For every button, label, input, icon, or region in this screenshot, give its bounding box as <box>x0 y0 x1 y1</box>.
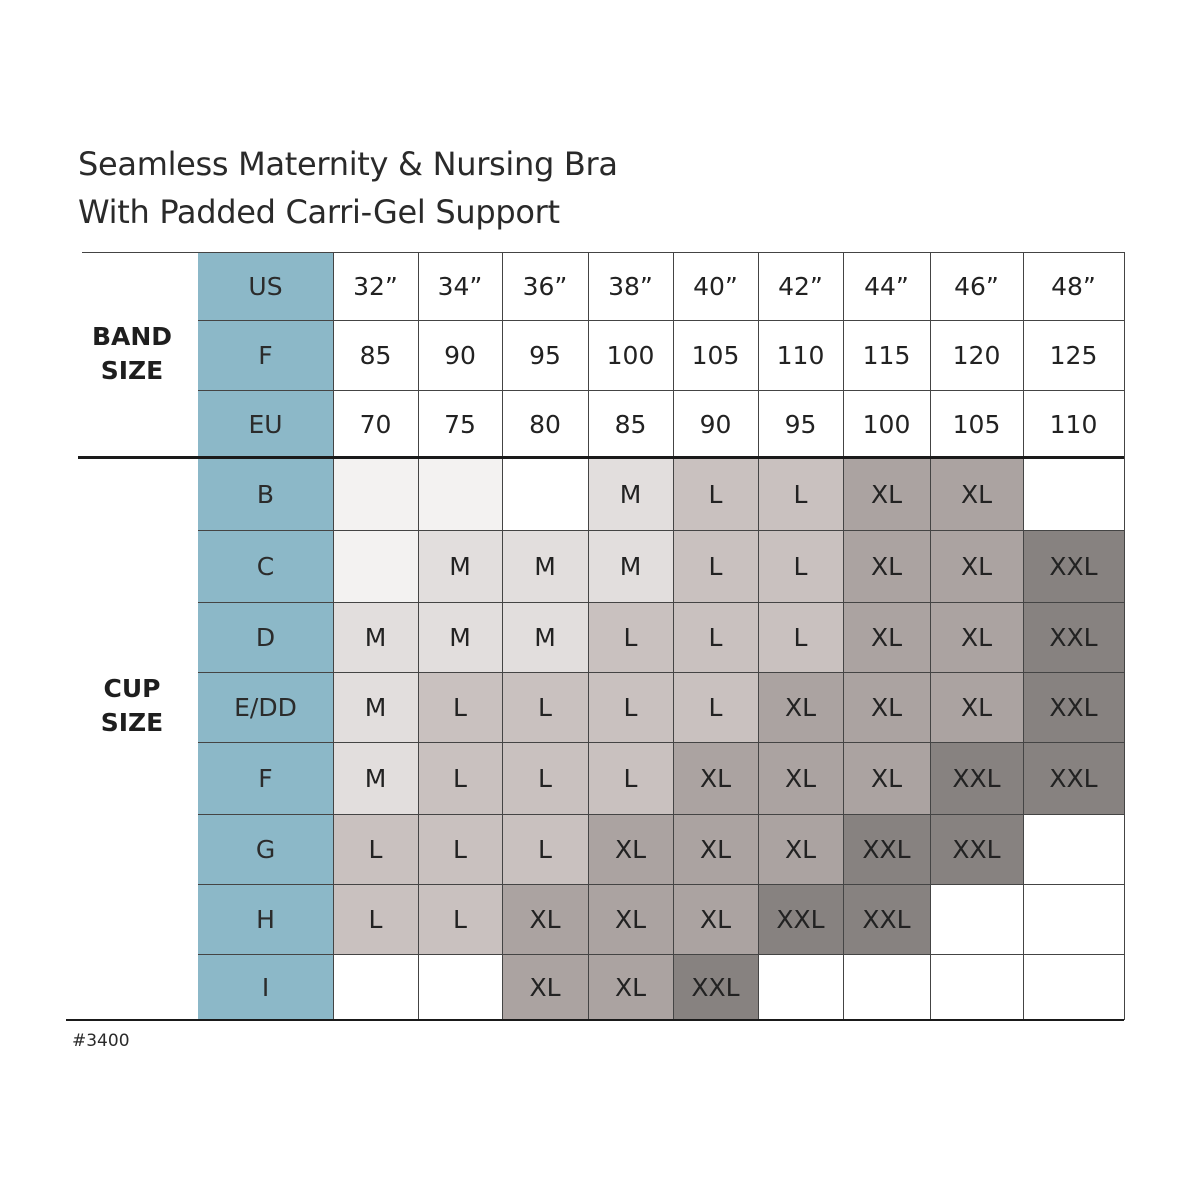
fit-size-cell: L <box>673 602 758 672</box>
fit-size-cell: L <box>502 672 588 742</box>
fit-size-cell: XL <box>930 602 1023 672</box>
band-size-cell: 46” <box>930 252 1023 320</box>
band-row-label-f: F <box>198 320 333 390</box>
fit-size-cell: XL <box>843 672 930 742</box>
grid-column-line <box>418 252 419 1020</box>
fit-size-cell: L <box>758 602 843 672</box>
cup-row-label-b: B <box>198 458 333 530</box>
grid-row-line <box>198 390 1124 391</box>
cup-row-label-g: G <box>198 814 333 884</box>
fit-size-cell: XXL <box>1023 602 1124 672</box>
band-size-cell: 110 <box>1023 390 1124 458</box>
empty-size-cell <box>930 884 1023 954</box>
band-size-cell: 110 <box>758 320 843 390</box>
fit-size-cell: M <box>588 530 673 602</box>
empty-size-cell <box>1023 458 1124 530</box>
grid-column-line <box>1124 252 1125 1020</box>
cup-size-label-line-2: SIZE <box>100 708 164 737</box>
title-line-1: Seamless Maternity & Nursing Bra <box>78 145 618 183</box>
band-size-cell: 75 <box>418 390 502 458</box>
cup-size-label-line-1: CUP <box>103 674 161 703</box>
fit-size-cell: XXL <box>843 814 930 884</box>
fit-size-cell: L <box>673 458 758 530</box>
fit-size-cell: XL <box>843 602 930 672</box>
band-size-cell: 85 <box>333 320 418 390</box>
fit-size-cell: XXL <box>843 884 930 954</box>
fit-size-cell: L <box>502 814 588 884</box>
band-size-cell: 44” <box>843 252 930 320</box>
grid-row-line <box>198 320 1124 321</box>
fit-size-cell: XL <box>502 884 588 954</box>
grid-column-line <box>673 252 674 1020</box>
fit-size-cell: M <box>418 530 502 602</box>
fit-size-cell: XL <box>502 954 588 1020</box>
grid-column-line <box>333 252 334 1020</box>
cup-row-label-c: C <box>198 530 333 602</box>
empty-size-cell <box>333 458 418 530</box>
grid-row-line <box>198 814 1124 815</box>
fit-size-cell: XL <box>843 742 930 814</box>
fit-size-cell: XL <box>843 530 930 602</box>
band-size-cell: 125 <box>1023 320 1124 390</box>
empty-size-cell <box>758 954 843 1020</box>
fit-size-cell: XL <box>758 742 843 814</box>
band-size-cell: 100 <box>843 390 930 458</box>
band-size-cell: 32” <box>333 252 418 320</box>
empty-size-cell <box>843 954 930 1020</box>
fit-size-cell: L <box>502 742 588 814</box>
band-size-cell: 38” <box>588 252 673 320</box>
empty-size-cell <box>418 954 502 1020</box>
empty-size-cell <box>930 954 1023 1020</box>
fit-size-cell: M <box>333 672 418 742</box>
grid-row-line <box>198 954 1124 955</box>
fit-size-cell: XL <box>588 884 673 954</box>
fit-size-cell: M <box>333 602 418 672</box>
grid-column-line <box>502 252 503 1020</box>
fit-size-cell: XXL <box>1023 530 1124 602</box>
fit-size-cell: XL <box>930 530 1023 602</box>
band-size-cell: 36” <box>502 252 588 320</box>
fit-size-cell: M <box>418 602 502 672</box>
fit-size-cell: M <box>502 602 588 672</box>
empty-size-cell <box>333 954 418 1020</box>
band-size-cell: 90 <box>673 390 758 458</box>
cup-row-label-e-dd: E/DD <box>198 672 333 742</box>
cup-row-label-d: D <box>198 602 333 672</box>
band-size-cell: 120 <box>930 320 1023 390</box>
fit-size-cell: L <box>333 814 418 884</box>
band-size-cell: 115 <box>843 320 930 390</box>
top-rule <box>82 252 198 253</box>
grid-row-line <box>198 884 1124 885</box>
fit-size-cell: XXL <box>930 742 1023 814</box>
fit-size-cell: L <box>588 602 673 672</box>
band-row-label-us: US <box>198 252 333 320</box>
band-size-cell: 95 <box>758 390 843 458</box>
fit-size-cell: L <box>758 530 843 602</box>
band-size-cell: 100 <box>588 320 673 390</box>
empty-size-cell <box>333 530 418 602</box>
grid-row-line <box>198 530 1124 531</box>
fit-size-cell: L <box>333 884 418 954</box>
fit-size-cell: M <box>333 742 418 814</box>
fit-size-cell: L <box>673 530 758 602</box>
fit-size-cell: L <box>418 672 502 742</box>
grid-column-line <box>758 252 759 1020</box>
fit-size-cell: XL <box>758 814 843 884</box>
grid-row-line <box>198 252 1124 253</box>
fit-size-cell: XXL <box>930 814 1023 884</box>
fit-size-cell: XL <box>930 458 1023 530</box>
band-size-cell: 105 <box>673 320 758 390</box>
fit-size-cell: XXL <box>1023 742 1124 814</box>
fit-size-cell: XL <box>588 954 673 1020</box>
cup-row-label-i: I <box>198 954 333 1020</box>
band-size-cell: 80 <box>502 390 588 458</box>
band-size-cell: 90 <box>418 320 502 390</box>
bottom-rule <box>66 1019 1124 1021</box>
grid-column-line <box>588 252 589 1020</box>
band-size-cell: 34” <box>418 252 502 320</box>
fit-size-cell: XL <box>758 672 843 742</box>
fit-size-cell: L <box>418 884 502 954</box>
title-line-2: With Padded Carri-Gel Support <box>78 193 560 231</box>
cup-row-label-f: F <box>198 742 333 814</box>
band-size-cell: 105 <box>930 390 1023 458</box>
grid-row-line <box>198 602 1124 603</box>
band-row-label-eu: EU <box>198 390 333 458</box>
band-size-label-line-1: BAND <box>91 322 173 351</box>
grid-column-line <box>843 252 844 1020</box>
fit-size-cell: L <box>758 458 843 530</box>
fit-size-cell: L <box>588 672 673 742</box>
fit-size-cell: XL <box>588 814 673 884</box>
band-size-cell: 85 <box>588 390 673 458</box>
fit-size-cell: XL <box>673 884 758 954</box>
grid-row-line <box>198 672 1124 673</box>
grid-column-line <box>1023 252 1024 1020</box>
empty-size-cell <box>1023 954 1124 1020</box>
fit-size-cell: XL <box>673 814 758 884</box>
band-size-cell: 42” <box>758 252 843 320</box>
empty-size-cell <box>1023 814 1124 884</box>
style-code: #3400 <box>72 1031 130 1051</box>
fit-size-cell: XXL <box>673 954 758 1020</box>
band-size-label-line-2: SIZE <box>100 356 164 385</box>
band-size-cell: 48” <box>1023 252 1124 320</box>
fit-size-cell: L <box>673 672 758 742</box>
fit-size-cell: L <box>418 742 502 814</box>
fit-size-cell: XL <box>930 672 1023 742</box>
fit-size-cell: L <box>588 742 673 814</box>
fit-size-cell: XL <box>843 458 930 530</box>
cup-row-label-h: H <box>198 884 333 954</box>
empty-size-cell <box>502 458 588 530</box>
section-divider <box>78 456 1124 459</box>
band-size-cell: 95 <box>502 320 588 390</box>
fit-size-cell: XXL <box>758 884 843 954</box>
fit-size-cell: L <box>418 814 502 884</box>
band-size-cell: 70 <box>333 390 418 458</box>
grid-column-line <box>930 252 931 1020</box>
fit-size-cell: M <box>588 458 673 530</box>
band-size-cell: 40” <box>673 252 758 320</box>
fit-size-cell: XL <box>673 742 758 814</box>
empty-size-cell <box>1023 884 1124 954</box>
fit-size-cell: M <box>502 530 588 602</box>
grid-row-line <box>198 742 1124 743</box>
fit-size-cell: XXL <box>1023 672 1124 742</box>
empty-size-cell <box>418 458 502 530</box>
